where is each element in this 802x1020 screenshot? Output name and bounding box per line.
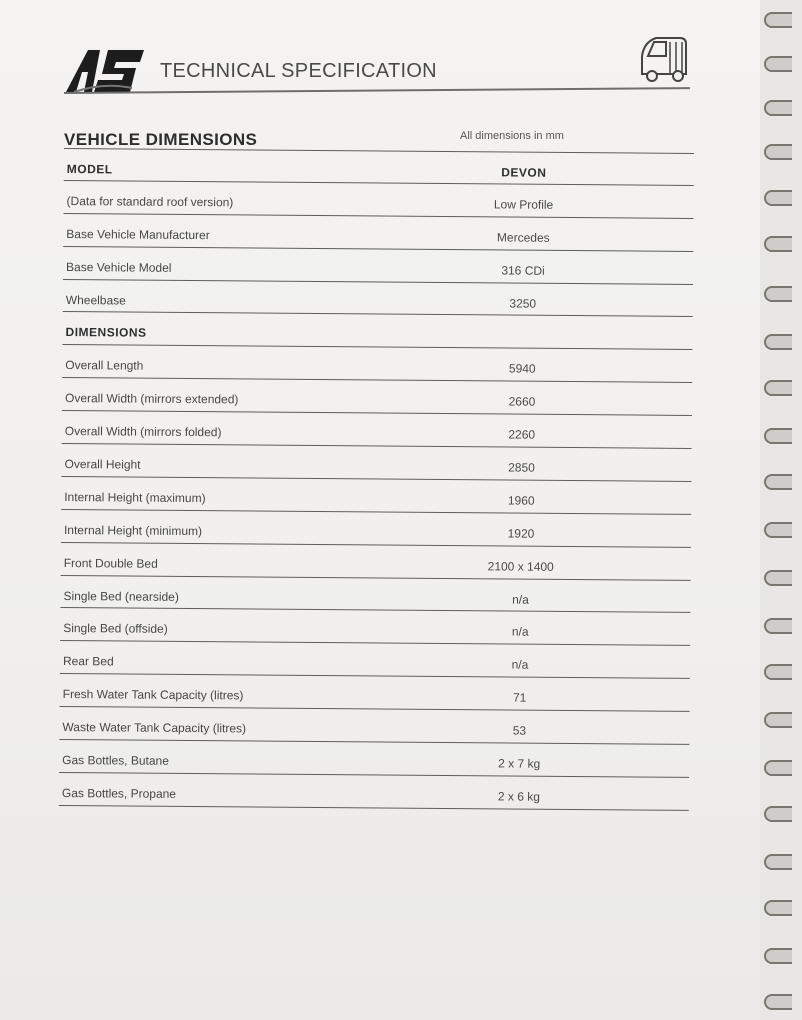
- row-label: Internal Height (minimum): [63, 522, 203, 538]
- header-divider: [64, 87, 690, 94]
- table-row: [59, 740, 689, 778]
- row-label: Overall Width (mirrors folded): [64, 424, 222, 440]
- row-label: Waste Water Tank Capacity (litres): [62, 720, 247, 736]
- table-row: [61, 444, 691, 482]
- specification-table: [59, 148, 694, 811]
- table-row: [63, 214, 693, 252]
- row-label: Gas Bottles, Butane: [62, 753, 169, 768]
- spiral-binding-icon: [760, 0, 802, 1020]
- row-value: 3250: [509, 296, 537, 311]
- row-value: [443, 328, 603, 329]
- as-logo-icon: [64, 42, 146, 94]
- truck-icon: [636, 30, 692, 86]
- row-value: 2 x 7 kg: [498, 756, 541, 771]
- units-note: All dimensions in mm: [460, 130, 564, 142]
- table-row: [63, 247, 693, 285]
- row-value: 5940: [508, 361, 536, 377]
- table-row: [60, 608, 690, 646]
- table-row: [61, 543, 691, 581]
- table-row: [59, 773, 689, 811]
- row-value: 1920: [507, 526, 535, 541]
- table-row: [62, 312, 692, 350]
- table-row: [60, 641, 690, 679]
- table-row: [60, 576, 690, 614]
- row-label: Overall Length: [65, 358, 144, 373]
- row-value: Low Profile: [493, 197, 554, 212]
- row-value: 316 CDi: [501, 263, 545, 278]
- page-title: TECHNICAL SPECIFICATION: [160, 60, 437, 82]
- row-value: 2 x 6 kg: [497, 789, 540, 804]
- row-label: Single Bed (offside): [63, 621, 168, 637]
- table-row: [63, 181, 693, 219]
- row-label: Fresh Water Tank Capacity (litres): [62, 687, 244, 703]
- row-value: 2260: [508, 427, 536, 442]
- row-label: Base Vehicle Model: [66, 259, 172, 275]
- section-heading: VEHICLE DIMENSIONS: [64, 130, 258, 149]
- row-label: Single Bed (nearside): [63, 588, 179, 604]
- row-label: MODEL: [66, 162, 113, 177]
- row-label: (Data for standard roof version): [66, 193, 234, 210]
- row-value: n/a: [512, 592, 529, 607]
- row-value: Mercedes: [496, 230, 550, 245]
- row-value: n/a: [511, 657, 529, 673]
- row-value: 53: [512, 723, 527, 738]
- row-value: DEVON: [501, 165, 547, 180]
- row-value: 71: [512, 690, 527, 705]
- table-row: [62, 411, 692, 449]
- table-row: [60, 674, 690, 712]
- row-label: Base Vehicle Manufacturer: [66, 226, 210, 242]
- row-value: 2850: [508, 460, 535, 475]
- row-label: DIMENSIONS: [65, 325, 147, 341]
- table-row: [61, 510, 691, 548]
- table-row: [62, 345, 692, 383]
- row-value: 1960: [507, 493, 535, 508]
- row-value: n/a: [511, 625, 529, 640]
- row-label: Overall Width (mirrors extended): [64, 391, 239, 407]
- row-value: 2660: [508, 394, 536, 409]
- row-value: 2100 x 1400: [487, 559, 554, 574]
- row-label: Rear Bed: [62, 654, 114, 669]
- row-label: Overall Height: [64, 457, 141, 472]
- table-row: [64, 148, 694, 186]
- row-label: Wheelbase: [65, 292, 126, 308]
- table-row: [62, 378, 692, 416]
- table-row: [59, 707, 689, 745]
- row-label: Internal Height (maximum): [64, 489, 206, 506]
- row-label: Front Double Bed: [63, 555, 158, 571]
- table-row: [63, 280, 693, 318]
- table-row: [61, 477, 691, 515]
- row-label: Gas Bottles, Propane: [61, 785, 177, 801]
